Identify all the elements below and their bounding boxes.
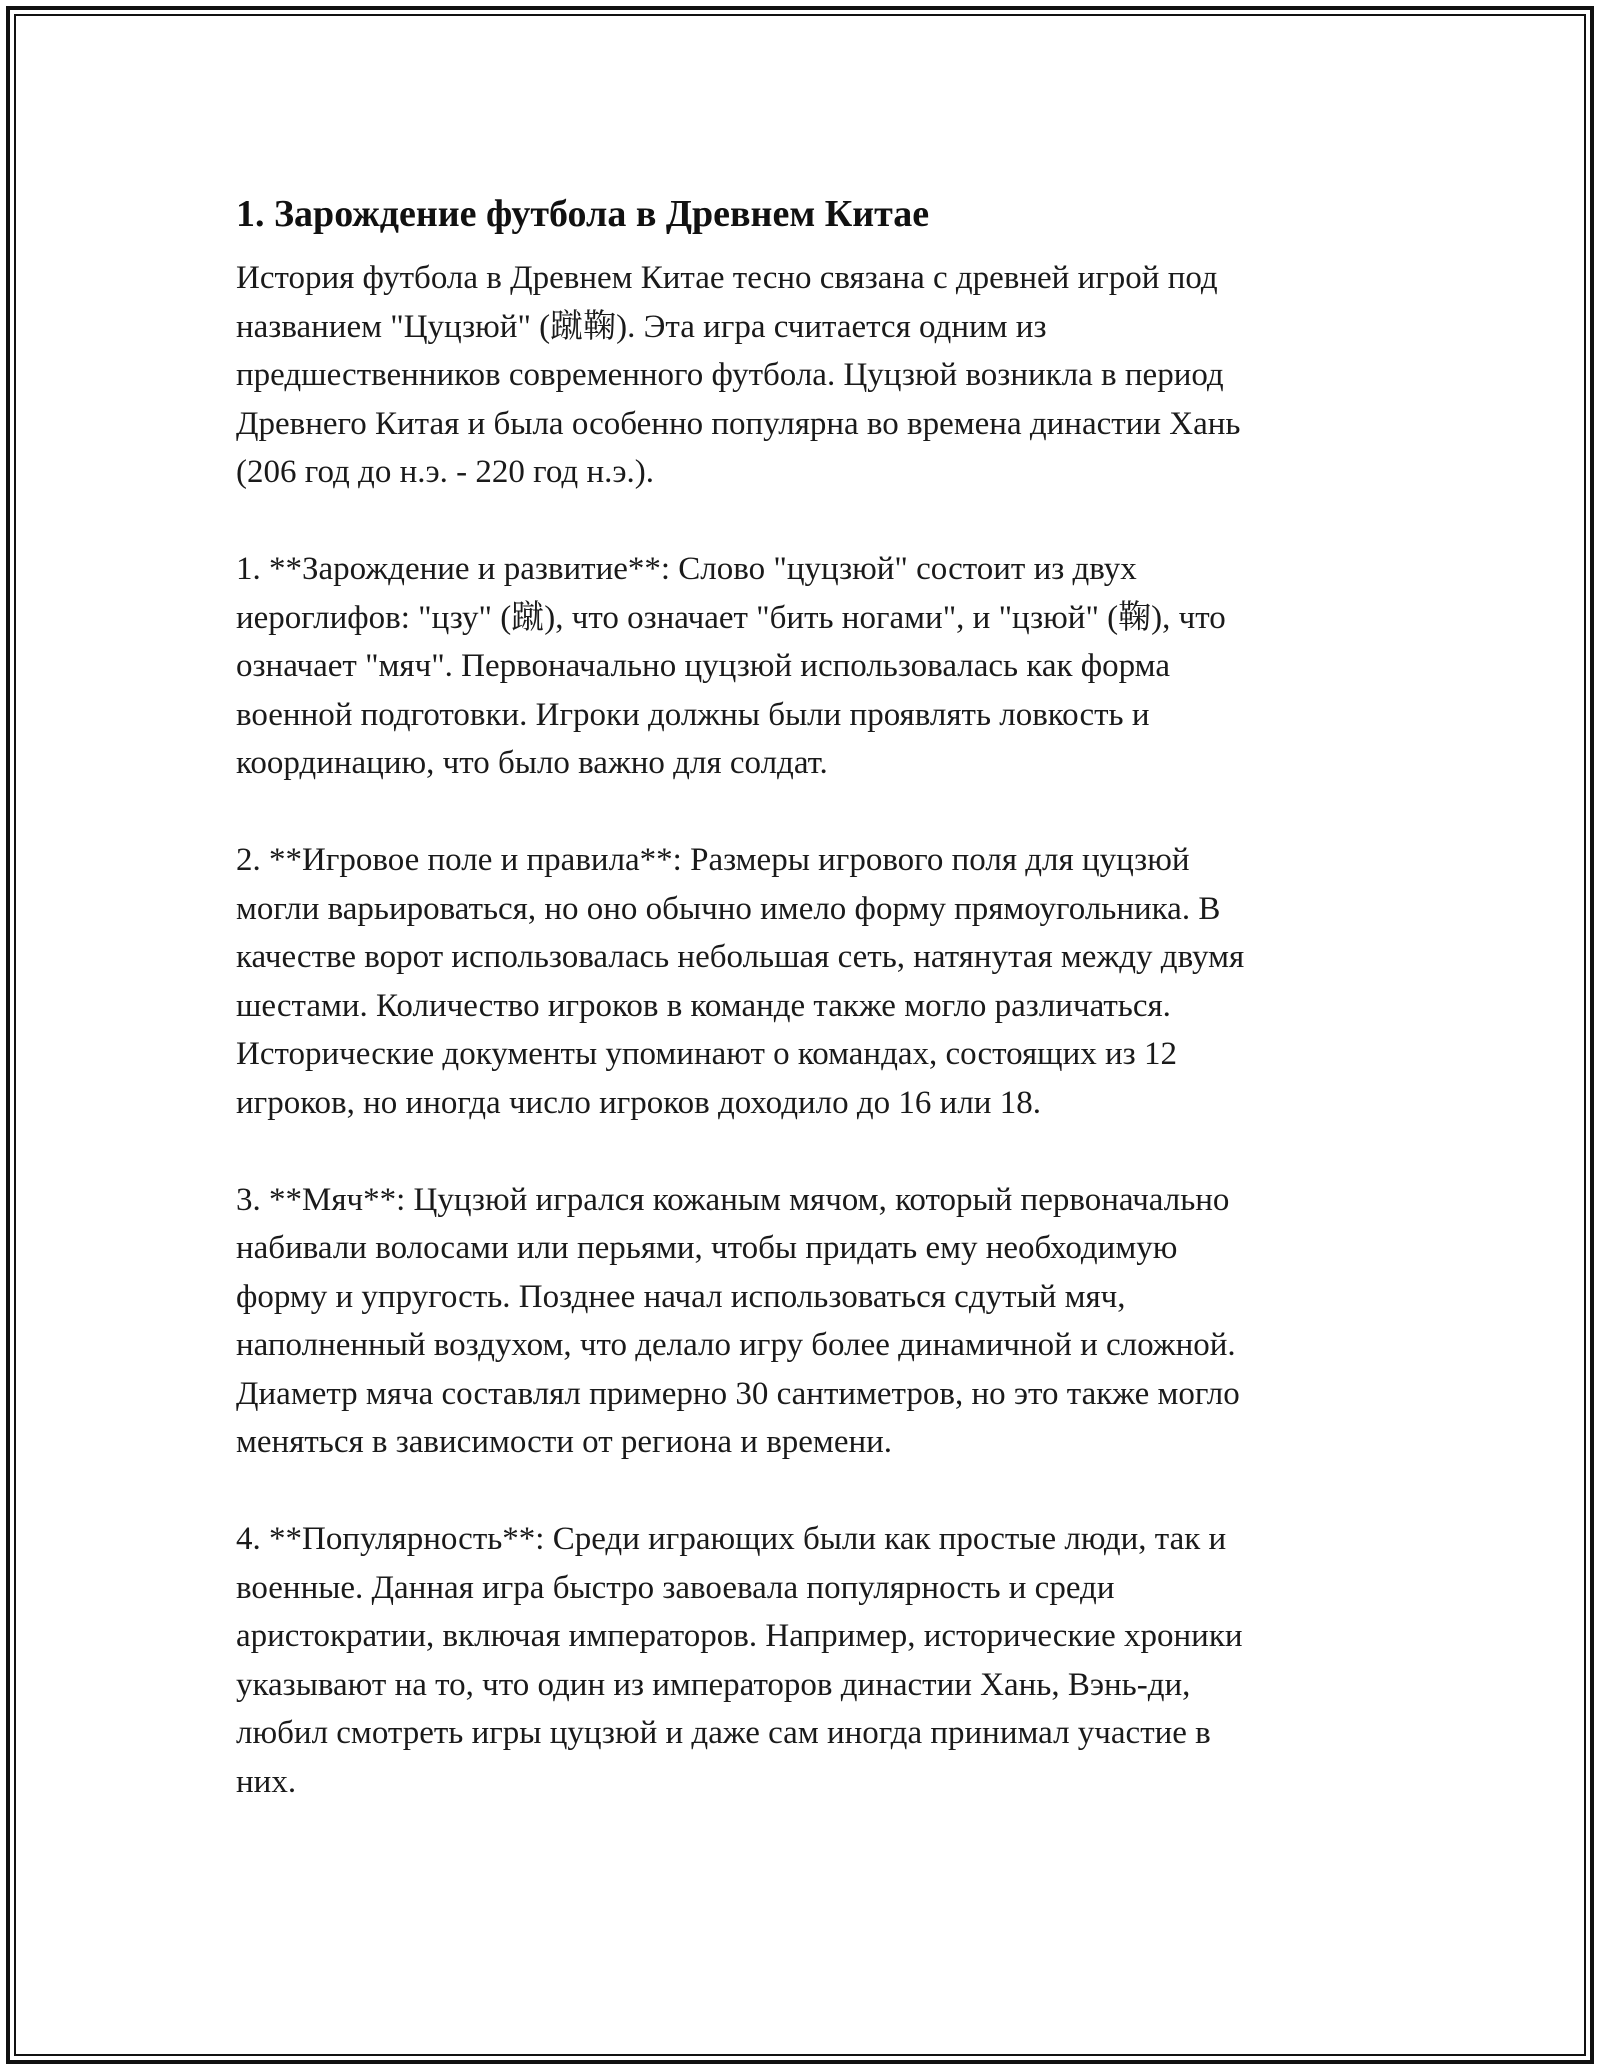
document-body xyxy=(236,186,1366,1855)
paragraph-ball: 3. **Мяч**: Цуцзюй игрался кожаным мячом, который первоначально набивали волосами или перьями, чтобы придать ему необходимую форму и упругость. Позднее начал использоваться сдутый мяч, наполненный воздухом, что делало игру более динамичной и сложной. Диаметр мяча составлял примерно 30 сантиметров, но это также могло меняться в зависимости от региона и времени. xyxy=(236,1181,1240,1460)
paragraph-field-rules: 2. **Игровое поле и правила**: Размеры игрового поля для цуцзюй могли варьироваться, но оно обычно имело форму прямоугольника. В качестве ворот использовалась небольшая сеть, натянутая между двумя шестами. Количество игроков в команде также могло различаться. Исторические документы упоминают о командах, состоящих из 12 игроков, но иногда число игроков доходило до 16 или 18. xyxy=(236,842,1245,1121)
paragraph-origin-development: 1. **Зарождение и развитие**: Слово "цуцзюй" состоит из двух иероглифов: "цзу" (蹴), что означает "бить ногами", и "цзюй" (鞠), что означает "мяч". Первоначально цуцзюй использовалась как форма военной подготовки. Игроки должны были проявлять ловкость и координацию, что было важно для солдат. xyxy=(236,551,1226,781)
intro-paragraph: История футбола в Древнем Китае тесно связана с древней игрой под названием "Цуцзюй" (蹴鞠). Эта игра считается одним из предшественников современного футбола. Цуцзюй возникла в период Древнего Китая и была особенно популярна во времена династии Хань (206 год до н.э. - 220 год н.э.). xyxy=(236,260,1241,490)
section-heading: 1. Зарождение футбола в Древнем Китае xyxy=(236,193,930,235)
paragraph-popularity: 4. **Популярность**: Среди играющих были как простые люди, так и военные. Данная игра быстро завоевала популярность и среди аристократии, включая императоров. Например, исторические хроники указывают на то, что один из императоров династии Хань, Вэнь-ди, любил смотреть игры цуцзюй и даже сам иногда принимал участие в них. xyxy=(236,1521,1243,1800)
